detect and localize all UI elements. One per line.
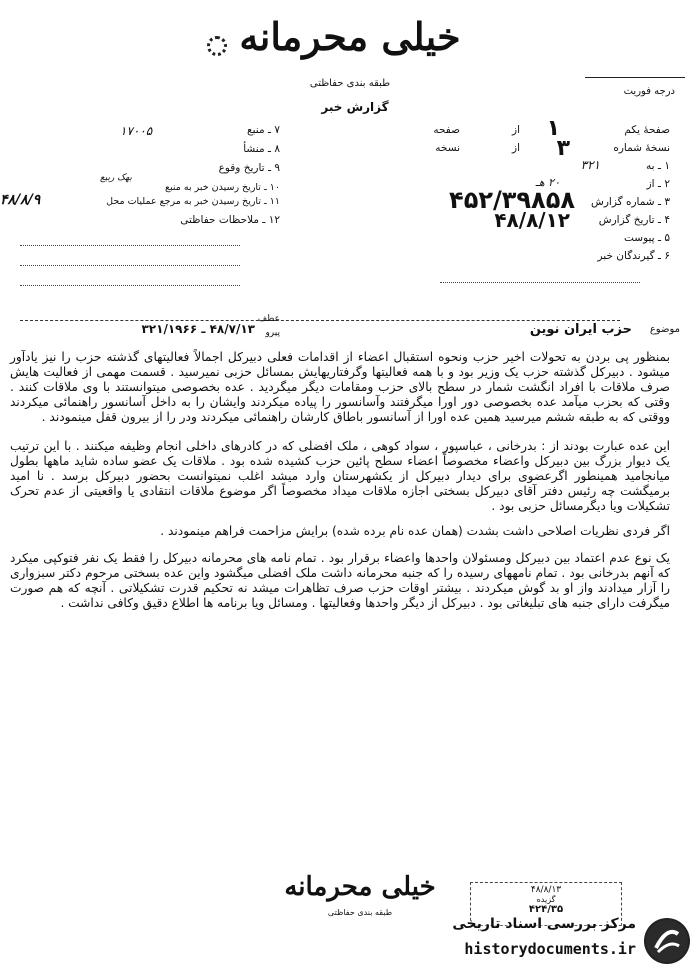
classification-label: طبقه بندی حفاظتی [309, 78, 391, 89]
form-value: ۳۲۱ [580, 158, 600, 172]
form-label: ۷ ـ منبع [247, 124, 280, 136]
form-value: ۱۷۰۰۵ [120, 124, 153, 138]
form-label: ۱۱ ـ تاریخ رسیدن خبر به مرجع عملیات محل [106, 196, 280, 207]
body-paragraph: اگر فردی نظریات اصلاحی داشت بشدت (همان عده نام برده شده) برایش مزاحمت فراهم مینمودند . [160, 524, 670, 538]
stamp-date: ۴۸/۸/۱۳ [530, 885, 562, 895]
body-paragraph: بمنظور پی بردن به تحولات اخیر حزب ونحوه استقبال اعضاء از اقدامات فعلی دبیرکل اجمالاً فعالیتهای گذشته حزب را نیز یادآور میشود . دبیرکل گذشته حزب یک وزیر بود و با همه فعالیتها وگرفتاریهایش بمسائل حزبی نمیرسید . قسمت مهمی از فعالیت هایش صرف ملاقات با افراد انگشت شمار در سطح بالای حزب ومقامات دیگر میگردید . عده بخصوصی میتوانستند با وی ملاقات کنند . وقتی که بحزب میآمد عده بخصوصی دور اورا میگرفتند وآسانسور را پیاده میکردند وایشان را به داخل آسانسور راهنمائی میکردند ووقتی که به طبقه ششم میرسید همین عده اورا از آسانسور باطاق کارشان راهنمائی میکردند ودر را از بیرون قفل مینمودند . [10, 350, 670, 424]
priority-line [585, 77, 685, 78]
reference-value: ۴۸/۷/۱۳ ـ ۳۲۱/۱۹۶۶ [141, 322, 255, 336]
right-form [430, 116, 670, 268]
dotted-line [20, 265, 240, 266]
form-label: ۳ ـ شماره گزارش [591, 196, 670, 208]
form-value: بهک ربیع [100, 173, 132, 183]
body-paragraph: این عده عبارت بودند از : بدرخانی ، عباسپور ، سواد کوهی ، ملک افضلی که در کادرهای داخلی انجام وظیفه میکنند . با این ترتیب یک دیوار بزرگ بین دبیرکل واعضاء مخصوصاً اعضاء سطح پائین حزب کشیده شده بود . ملاقات یک عضو ساده شاید ماهها بطول میانجامید همینطور اگرعضوی برای دیدار دبیرکل از یکشهرستان وارد میشد اغلب نمیتوانست بحضور دبیرکل برسد . نا امید برمیگشت چه رئیس دفتر آقای دبیرکل بسختی اجازه ملاقات میداد مخصوصاً اگر موضوع ملاقات انتقادی یا واقعیتی از عدم تحرک تشکیلات ویا دیگرمسائل حزبی بود . [10, 439, 670, 513]
reference-sub-label: پیرو [265, 328, 280, 338]
form-label: صفحه [433, 124, 460, 136]
form-occurrence-date [10, 162, 280, 181]
archive-name: مرکز بررسی اسناد تاریخی [452, 916, 636, 932]
form-label: ۲ ـ از [646, 178, 670, 190]
form-label: ۱۰ ـ تاریخ رسیدن خبر به منبع [165, 182, 280, 193]
form-label: ۵ ـ پیوست [623, 232, 670, 244]
form-label: از [512, 124, 520, 136]
form-label: ۱۲ ـ ملاحظات حفاظتی [180, 214, 280, 226]
footer-classification-label: طبقه بندی حفاظتی [327, 908, 393, 917]
body-paragraph: یک نوع عدم اعتماد بین دبیرکل ومسئولان واحدها واعضاء برقرار بود . تمام نامه های محرمانه دبیرکل را فقط یک نفر فتوکپی میکرد که آنهم بدرخانی بود . تمام نامههای رسیده را که جنبه محرمانه داشت ملک افضلی میگشود واین عده بسختی مرحوم دکتر سبزواری را آزار میدادند واز او بد گوش میکردند . بیشتر اوقات حزب صرف تظاهرات میشد نه تحکیم قدرت تشکیلاتی . آنچه که هم صورت میگرفت دارای جنبه های تبلیغاتی بود . دبیرکل از دیگر واحدها وفعالیتها . ومسائل ویا برنامه ها اطلاع دقیق وکافی نداشت . [10, 551, 670, 610]
subject-value: حزب ایران نوین [529, 322, 632, 337]
document-title: خیلی محرمانه [239, 14, 461, 59]
form-value: ۱ [546, 116, 560, 141]
left-form [0, 124, 280, 233]
form-security-notes [10, 214, 280, 233]
form-label: نسخهٔ شماره [613, 142, 670, 154]
form-label: نسخه [435, 142, 460, 154]
stamp-label: گزیده [536, 895, 556, 904]
form-value: ۴۸/۸/۹ [0, 192, 41, 208]
form-label: ۴ ـ تاریخ گزارش [598, 214, 670, 226]
form-label: ۸ ـ منشأ [243, 143, 280, 155]
subject-rule [20, 320, 620, 321]
stamp-number: ۴۲۴/۳۵ [528, 904, 564, 915]
form-recipients [430, 250, 670, 268]
dotted-line [440, 282, 640, 283]
report-type-label: گزارش خبر [321, 100, 389, 114]
form-copy [430, 136, 670, 161]
report-body [10, 350, 670, 611]
form-label: ۶ ـ گیرندگان خبر [597, 250, 670, 262]
perforation-mark [207, 36, 227, 56]
form-page [430, 116, 670, 142]
form-attachment [430, 232, 670, 250]
dotted-line [20, 245, 240, 246]
priority-label: درجه فوریت [623, 86, 675, 97]
form-label: ۹ ـ تاریخ وقوع [218, 162, 280, 174]
form-value: ۳ [556, 136, 570, 161]
archive-logo-icon [644, 918, 690, 964]
form-label: صفحهٔ یکم [624, 124, 670, 136]
form-value: ۴۸/۸/۱۲ [494, 208, 570, 232]
form-label: ۱ ـ به [646, 160, 670, 172]
form-source-date [10, 173, 280, 195]
form-value: ۴۵۲/۳۹۸۵۸ [449, 186, 575, 214]
archive-url: historydocuments.ir [464, 940, 636, 958]
form-ops-date [0, 192, 280, 214]
subject-line [20, 314, 680, 344]
subject-label: موضوع [649, 324, 680, 335]
form-label: از [512, 142, 520, 154]
form-value: ۲۰ هـ [535, 176, 560, 189]
footer-title: خیلی محرمانه [284, 872, 436, 902]
reference-label: عطف [257, 314, 280, 324]
form-report-date [430, 208, 670, 232]
form-origin [10, 143, 280, 162]
dotted-line [20, 285, 240, 286]
form-source [10, 124, 280, 143]
archive-watermark [400, 916, 690, 966]
